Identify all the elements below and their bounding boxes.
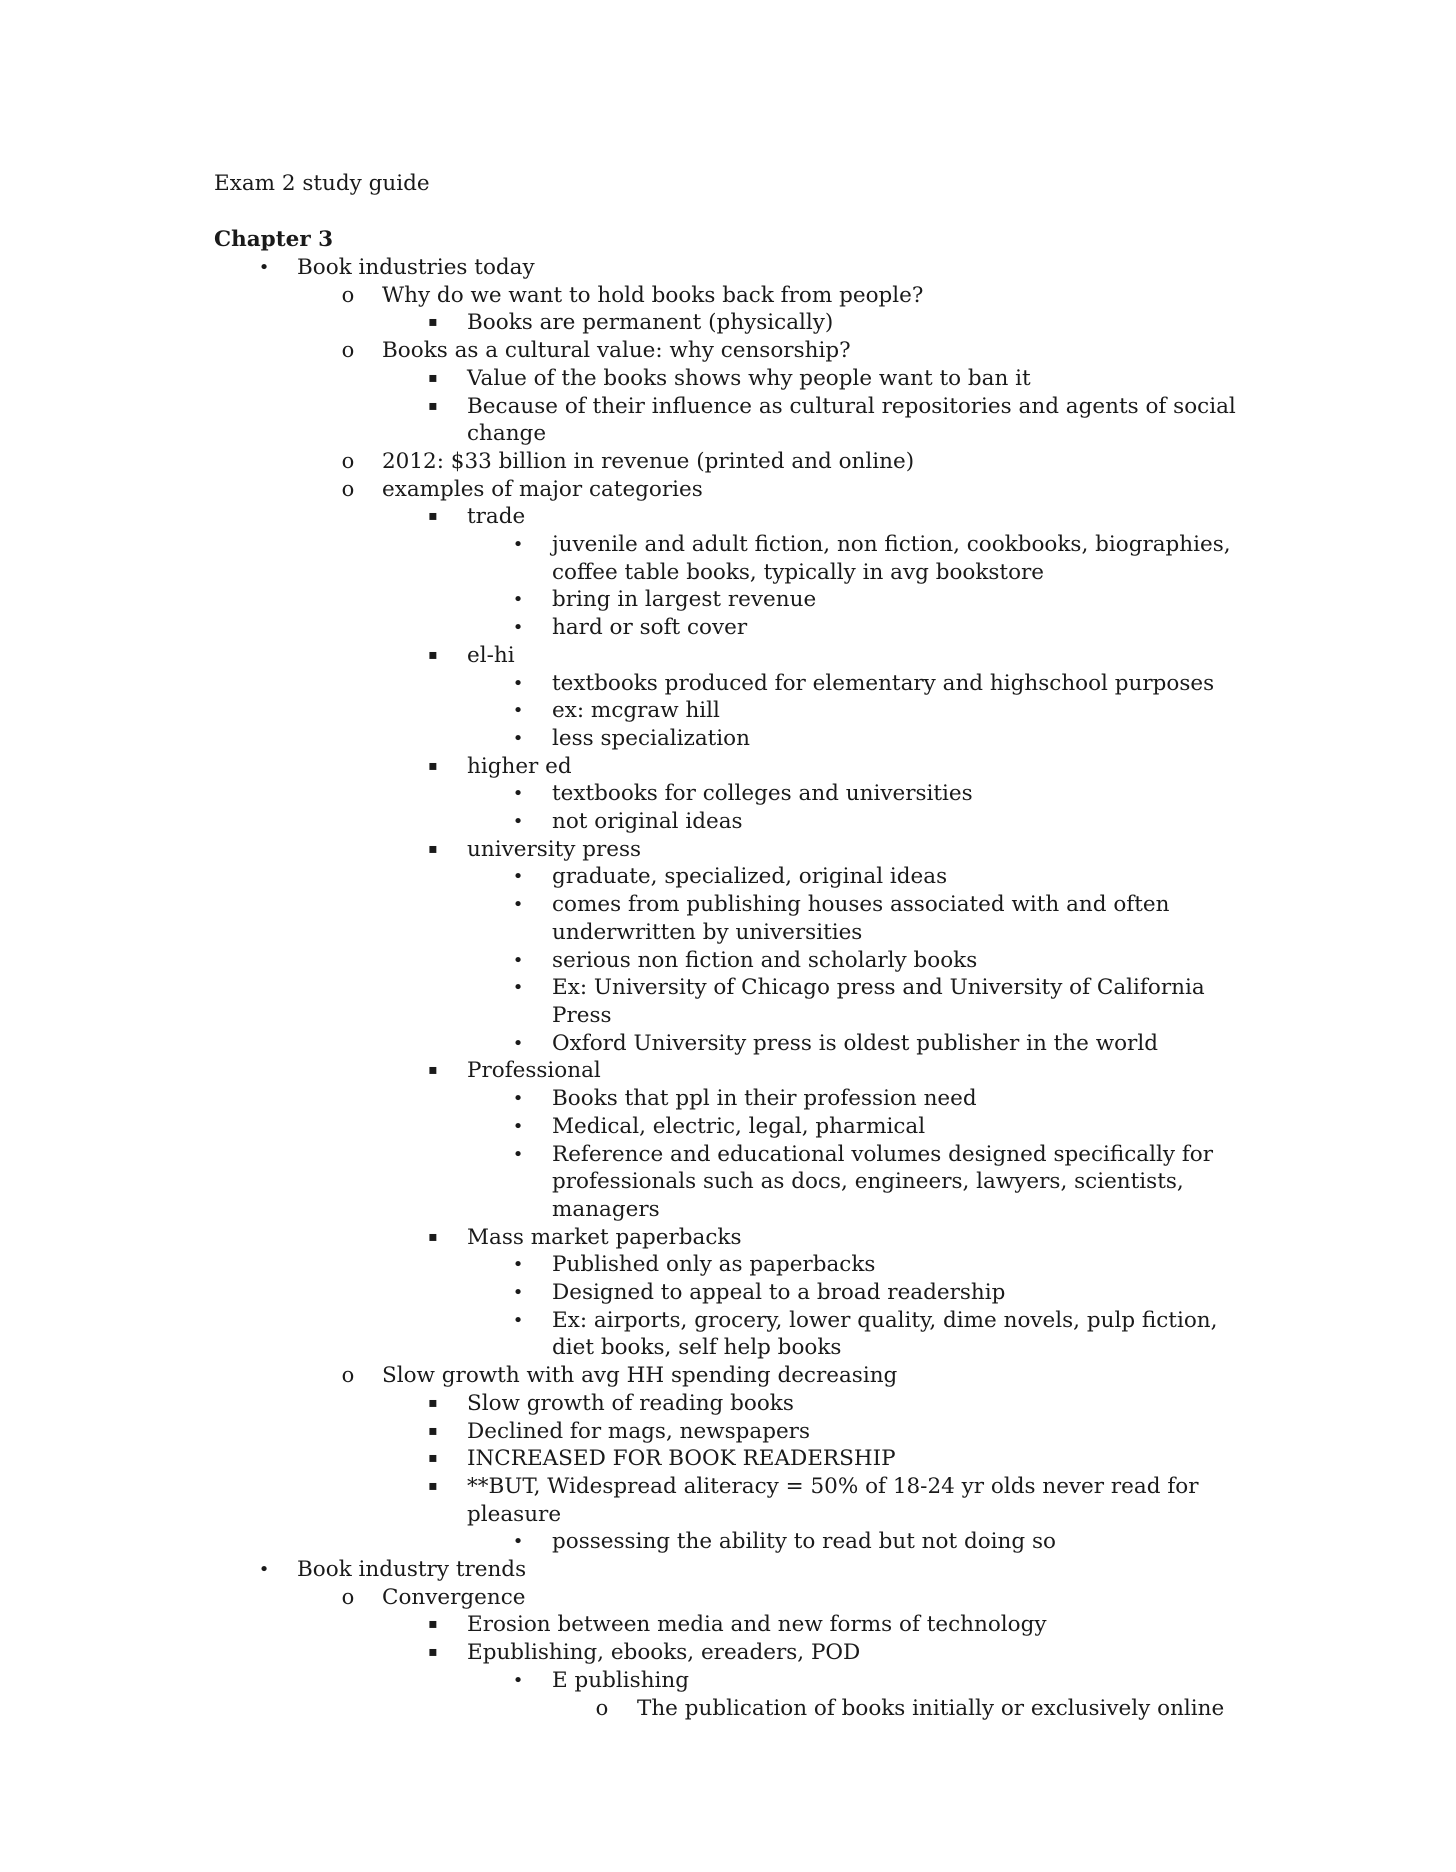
list-item — [0, 1473, 1456, 1528]
list-item — [0, 1584, 1456, 1612]
list-item-text: Ex: University of Chicago press and University of California Press — [552, 975, 1205, 1028]
list-item — [0, 503, 1456, 531]
bullet-marker: ▪ — [428, 1644, 438, 1661]
bullet-marker: ▪ — [428, 840, 438, 857]
list-item-text: Slow growth of reading books — [467, 1390, 794, 1416]
list-item-text: Professional — [467, 1058, 601, 1084]
list-item — [0, 1695, 1456, 1723]
list-item-text: Ex: airports, grocery, lower quality, dime novels, pulp fiction, diet books, self help books — [552, 1307, 1218, 1361]
list-item-text: Value of the books shows why people want to ban it — [467, 365, 1031, 391]
bullet-marker: o — [341, 1584, 355, 1609]
list-item-text: 2012: $33 billion in revenue (printed and online) — [382, 448, 915, 474]
list-item-text: not original ideas — [552, 809, 743, 835]
bullet-marker: • — [512, 1032, 524, 1054]
bullet-marker: ▪ — [428, 1422, 438, 1439]
list-item — [0, 947, 1456, 975]
bullet-marker: • — [512, 1669, 524, 1691]
list-item-text: Reference and educational volumes designed specifically for professionals such as docs, engineers, lawyers, scientists, managers — [552, 1141, 1213, 1222]
list-item-text: Mass market paperbacks — [467, 1224, 742, 1250]
bullet-marker: • — [512, 894, 524, 916]
list-item-text: **BUT, Widespread aliteracy = 50% of 18-24 yr olds never read for pleasure — [467, 1473, 1199, 1527]
list-item-text: trade — [467, 504, 526, 530]
bullet-marker: • — [512, 672, 524, 694]
list-item — [0, 1390, 1456, 1418]
list-item — [0, 725, 1456, 753]
list-item — [0, 1307, 1456, 1362]
bullet-marker: o — [341, 282, 355, 307]
list-item-text: Slow growth with avg HH spending decreasing — [382, 1363, 898, 1389]
list-item-text: serious non fiction and scholarly books — [552, 947, 978, 973]
bullet-marker: • — [512, 1254, 524, 1276]
list-item — [0, 365, 1456, 393]
list-item — [0, 614, 1456, 642]
list-item — [0, 1251, 1456, 1279]
list-item — [0, 476, 1456, 504]
list-item-text: Published only as paperbacks — [552, 1252, 876, 1278]
list-item-text: hard or soft cover — [552, 615, 748, 641]
bullet-marker: • — [512, 727, 524, 749]
document-title: Exam 2 study guide — [214, 171, 430, 196]
bullet-marker: • — [512, 1531, 524, 1553]
list-item — [0, 670, 1456, 698]
bullet-marker: ▪ — [428, 369, 438, 386]
outline-list — [0, 254, 1456, 1722]
bullet-marker: o — [595, 1695, 609, 1720]
list-item — [0, 1279, 1456, 1307]
chapter-heading: Chapter 3 — [214, 227, 334, 252]
list-item — [0, 1445, 1456, 1473]
list-item-text: university press — [467, 836, 642, 862]
list-item-text: Medical, electric, legal, pharmical — [552, 1113, 926, 1139]
list-item — [0, 1611, 1456, 1639]
list-item — [0, 1667, 1456, 1695]
list-item-text: Why do we want to hold books back from people? — [382, 282, 924, 308]
bullet-marker: • — [258, 257, 270, 278]
list-item-text: Convergence — [382, 1584, 526, 1610]
bullet-marker: ▪ — [428, 397, 438, 414]
list-item — [0, 1362, 1456, 1390]
list-item — [0, 282, 1456, 310]
list-item-text: Epublishing, ebooks, ereaders, POD — [467, 1640, 861, 1666]
bullet-marker: ▪ — [428, 1062, 438, 1079]
list-item-text: Erosion between media and new forms of technology — [467, 1612, 1047, 1638]
list-item-text: Books as a cultural value: why censorship? — [382, 338, 851, 364]
bullet-marker: • — [512, 700, 524, 722]
list-item-text: less specialization — [552, 725, 750, 751]
list-item — [0, 586, 1456, 614]
bullet-marker: ▪ — [428, 757, 438, 774]
list-item — [0, 863, 1456, 891]
list-item-text: textbooks for colleges and universities — [552, 781, 973, 807]
bullet-marker: • — [512, 866, 524, 888]
bullet-marker: • — [258, 1559, 270, 1581]
bullet-marker: • — [512, 1309, 524, 1331]
list-item — [0, 697, 1456, 725]
list-item — [0, 309, 1456, 337]
list-item-text: ex: mcgraw hill — [552, 698, 720, 724]
bullet-marker: • — [512, 617, 524, 639]
list-item-text: Oxford University press is oldest publisher in the world — [552, 1030, 1158, 1056]
bullet-marker: • — [512, 977, 524, 999]
list-item-text: Book industries today — [297, 255, 535, 280]
bullet-marker: • — [512, 589, 524, 611]
list-item — [0, 1418, 1456, 1446]
list-item-text: el-hi — [467, 642, 515, 668]
list-item-text: textbooks produced for elementary and highschool purposes — [552, 670, 1215, 696]
list-item-text: comes from publishing houses associated with and often underwritten by universities — [552, 892, 1170, 945]
bullet-marker: o — [341, 338, 355, 363]
list-item — [0, 531, 1456, 586]
list-item-text: Declined for mags, newspapers — [467, 1418, 810, 1444]
list-item — [0, 393, 1456, 448]
bullet-marker: • — [512, 534, 524, 556]
bullet-marker: ▪ — [428, 508, 438, 525]
bullet-marker: ▪ — [428, 1228, 438, 1245]
bullet-marker: ▪ — [428, 1450, 438, 1467]
list-item — [0, 1528, 1456, 1556]
list-item-text: possessing the ability to read but not doing so — [552, 1529, 1056, 1555]
bullet-marker: • — [512, 1115, 524, 1137]
list-item — [0, 1057, 1456, 1085]
bullet-marker: • — [512, 949, 524, 971]
bullet-marker: o — [341, 448, 355, 473]
list-item — [0, 1085, 1456, 1113]
list-item — [0, 974, 1456, 1029]
list-item-text: Books that ppl in their profession need — [552, 1086, 977, 1112]
bullet-marker: • — [512, 1282, 524, 1304]
bullet-marker: o — [341, 476, 355, 501]
list-item-text: Books are permanent (physically) — [467, 310, 834, 336]
list-item — [0, 1639, 1456, 1667]
list-item — [0, 753, 1456, 781]
list-item — [0, 1224, 1456, 1252]
list-item-text: graduate, specialized, original ideas — [552, 864, 948, 890]
list-item-text: E publishing — [552, 1667, 690, 1693]
bullet-marker: o — [341, 1363, 355, 1388]
list-item-text: examples of major categories — [382, 476, 703, 502]
list-item — [0, 1030, 1456, 1058]
list-item — [0, 836, 1456, 864]
list-item — [0, 808, 1456, 836]
list-item — [0, 780, 1456, 808]
list-item — [0, 642, 1456, 670]
bullet-marker: • — [512, 811, 524, 833]
list-item-text: The publication of books initially or exclusively online — [637, 1695, 1225, 1721]
bullet-marker: ▪ — [428, 1394, 438, 1411]
list-item-text: juvenile and adult fiction, non fiction, cookbooks, biographies, coffee table books, typically in avg bookstore — [552, 532, 1231, 585]
list-item — [0, 1556, 1456, 1584]
bullet-marker: • — [512, 783, 524, 805]
bullet-marker: • — [512, 1143, 524, 1165]
list-item-text: INCREASED FOR BOOK READERSHIP — [467, 1446, 896, 1472]
list-item-text: higher ed — [467, 753, 572, 779]
list-item-text: bring in largest revenue — [552, 587, 817, 613]
list-item-text: Because of their influence as cultural repositories and agents of social change — [467, 393, 1236, 447]
bullet-marker: ▪ — [428, 314, 438, 331]
bullet-marker: ▪ — [428, 1616, 438, 1633]
bullet-marker: ▪ — [428, 1477, 438, 1494]
list-item-text: Designed to appeal to a broad readership — [552, 1280, 1006, 1306]
bullet-marker: ▪ — [428, 646, 438, 663]
list-item — [0, 1113, 1456, 1141]
list-item — [0, 254, 1456, 282]
list-item — [0, 1141, 1456, 1224]
list-item — [0, 337, 1456, 365]
list-item — [0, 448, 1456, 476]
bullet-marker: • — [512, 1088, 524, 1110]
list-item — [0, 891, 1456, 946]
list-item-text: Book industry trends — [297, 1557, 527, 1583]
